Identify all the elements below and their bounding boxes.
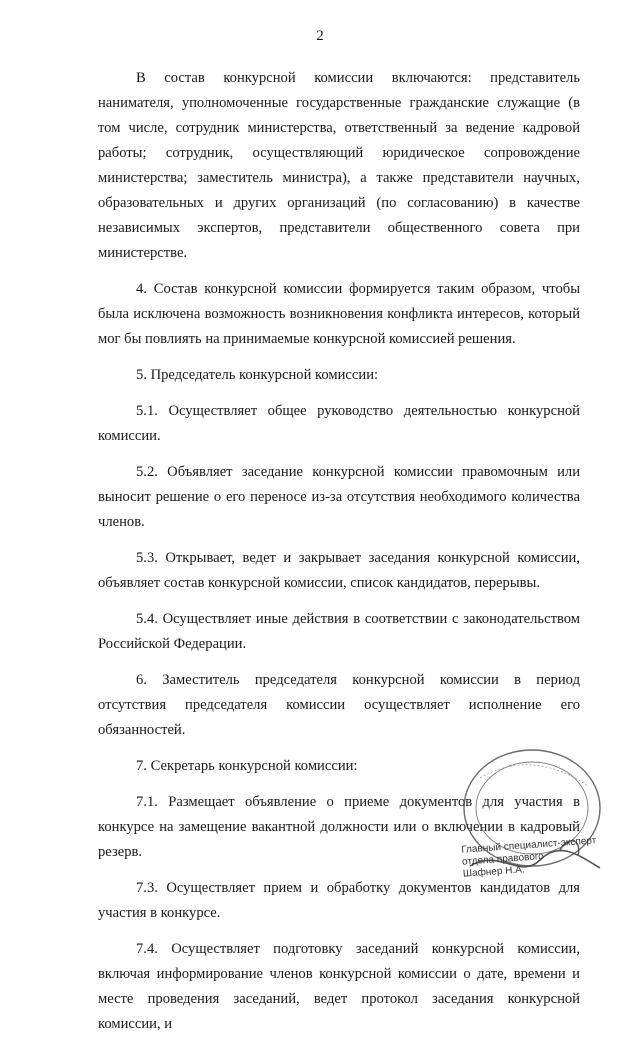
paragraph: 7.4. Осуществляет подготовку заседаний конкурсной комиссии, включая информирование членов конкурсной комиссии о дате, времени и месте проведения заседаний, ведет протокол заседания конкурсной комиссии, и [98, 941, 580, 1032]
paragraph: 7.1. Размещает объявление о приеме документов для участия в конкурсе на замещение вакантной должности или о включении в кадровый резерв. [98, 794, 580, 860]
stamp-line: Главный специалист-эксперт [460, 835, 597, 856]
paragraph: 5.3. Открывает, ведет и закрывает заседания конкурсной комиссии, объявляет состав конкурсной комиссии, список кандидатов, перерывы. [98, 550, 580, 591]
stamp-line: отдела правового [461, 851, 545, 868]
page-number: 2 [316, 28, 324, 44]
paragraph: 5.4. Осуществляет иные действия в соответствии с законодательством Российской Федерации. [98, 611, 580, 652]
paragraph: 5. Председатель конкурсной комиссии: [136, 367, 379, 383]
stamp-line: Шафнер Н.А. [462, 864, 526, 880]
paragraph: В состав конкурсной комиссии включаются: представитель нанимателя, уполномоченные государственные гражданские служащие (в том числе, сотрудник министерства, ответственный за ведение кадровой работы; сотрудник, осуществляющий юридическое сопровождение министерства; заместитель министра), а также представители научных, образовательных и других организаций (по согласованию) в качестве независимых экспертов, представители общественного совета при министерстве. [98, 70, 580, 261]
paragraph: 5.2. Объявляет заседание конкурсной комиссии правомочным или выносит решение о его переносе из-за отсутствия необходимого количества членов. [98, 464, 580, 530]
paragraph: 5.1. Осуществляет общее руководство деятельностью конкурсной комиссии. [98, 403, 580, 444]
paragraph: 7. Секретарь конкурсной комиссии: [136, 758, 358, 774]
paragraph: 4. Состав конкурсной комиссии формируется таким образом, чтобы была исключена возможность возникновения конфликта интересов, который мог бы повлиять на принимаемые конкурсной комиссией решения. [98, 281, 580, 347]
paragraph: 6. Заместитель председателя конкурсной комиссии в период отсутствия председателя комиссии осуществляет исполнение его обязанностей. [98, 672, 580, 738]
paragraph: 7.3. Осуществляет прием и обработку документов кандидатов для участия в конкурсе. [98, 880, 580, 921]
document-body [98, 66, 580, 1048]
